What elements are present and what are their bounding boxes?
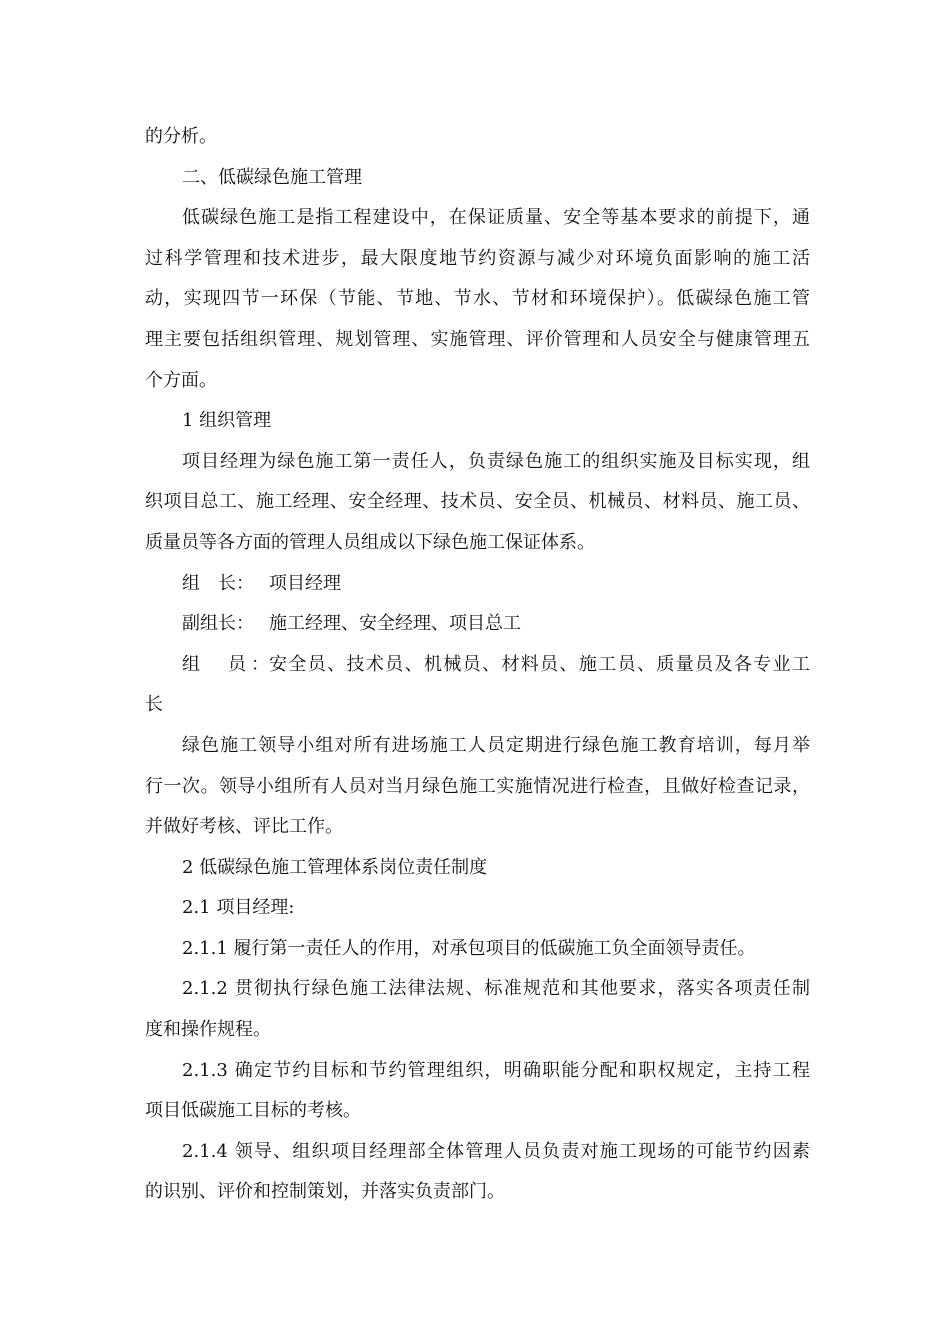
paragraph-line: 并做好考核、评比工作。 — [145, 816, 343, 838]
paragraph-line: 织项目总工、施工经理、安全经理、技术员、安全员、机械员、材料员、施工员、 — [145, 491, 810, 513]
paragraph-line: 质量员等各方面的管理人员组成以下绿色施工保证体系。 — [145, 531, 595, 553]
section-heading: 二、低碳绿色施工管理 — [182, 166, 362, 188]
clause-line: 2.1.2 贯彻执行绿色施工法律法规、标准规范和其他要求，落实各项责任制 — [182, 978, 810, 1000]
paragraph-line: 过科学管理和技术进步，最大限度地节约资源与减少对环境负面影响的施工活 — [145, 247, 810, 269]
role-label: 组 员： — [182, 653, 269, 675]
document-body — [145, 117, 810, 1213]
clause-line: 项目低碳施工目标的考核。 — [145, 1100, 361, 1122]
text-line: 长 — [145, 694, 163, 716]
role-value: 安全员、技术员、机械员、材料员、施工员、质量员及各专业工 — [269, 653, 810, 675]
subsection-heading: 2 低碳绿色施工管理体系岗位责任制度 — [182, 856, 488, 878]
role-row — [145, 564, 810, 605]
clause-line: 2.1.3 确定节约目标和节约管理组织，明确职能分配和职权规定，主持工程 — [182, 1059, 810, 1081]
role-label: 副组长： — [182, 613, 254, 635]
clause-line: 2.1.1 履行第一责任人的作用，对承包项目的低碳施工负全面领导责任。 — [182, 937, 756, 959]
paragraph-line: 项目经理为绿色施工第一责任人，负责绿色施工的组织实施及目标实现，组 — [182, 450, 810, 472]
clause-line: 2.1.4 领导、组织项目经理部全体管理人员负责对施工现场的可能节约因素 — [182, 1140, 810, 1162]
clause-line: 的识别、评价和控制策划，并落实负责部门。 — [145, 1181, 505, 1203]
role-row — [145, 604, 810, 645]
paragraph-line: 理主要包括组织管理、规划管理、实施管理、评价管理和人员安全与健康管理五 — [145, 328, 810, 350]
clause-heading: 2.1 项目经理: — [182, 897, 295, 919]
paragraph-line: 行一次。领导小组所有人员对当月绿色施工实施情况进行检查，且做好检查记录， — [145, 775, 810, 797]
subsection-heading: 1 组织管理 — [182, 410, 272, 432]
text-line: 的分析。 — [145, 126, 217, 147]
role-value: 施工经理、安全经理、项目总工 — [269, 613, 521, 635]
paragraph-line: 个方面。 — [145, 369, 217, 391]
paragraph-line: 绿色施工领导小组对所有进场施工人员定期进行绿色施工教育培训，每月举 — [182, 734, 810, 756]
role-value: 项目经理 — [269, 572, 341, 594]
role-label: 组 长： — [182, 572, 254, 594]
paragraph-line: 低碳绿色施工是指工程建设中，在保证质量、安全等基本要求的前提下，通 — [182, 207, 810, 229]
role-row — [145, 645, 810, 686]
clause-line: 度和操作规程。 — [145, 1019, 271, 1041]
paragraph-line: 动，实现四节一环保（节能、节地、节水、节材和环境保护）。低碳绿色施工管 — [145, 288, 810, 310]
